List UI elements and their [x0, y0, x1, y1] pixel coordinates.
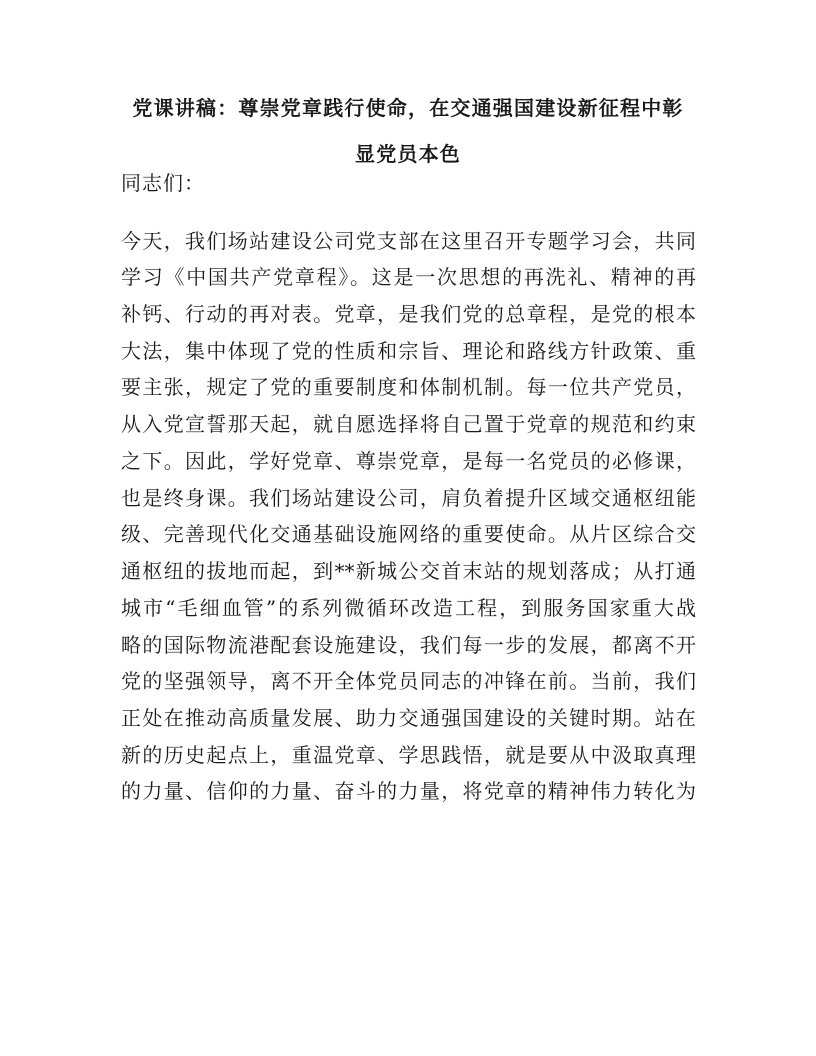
body-line: 城市“毛细血管”的系列微循环改造工程，到服务国家重大战 — [121, 596, 696, 620]
body-line: 要主张，规定了党的重要制度和体制机制。每一位共产党员， — [121, 375, 696, 399]
body-line: 大法，集中体现了党的性质和宗旨、理论和路线方针政策、重 — [121, 339, 696, 363]
body-line: 今天，我们场站建设公司党支部在这里召开专题学习会，共同 — [121, 229, 696, 253]
body-line: 新的历史起点上，重温党章、学思践悟，就是要从中汲取真理 — [121, 743, 696, 767]
body-line: 也是终身课。我们场站建设公司，肩负着提升区域交通枢纽能 — [121, 486, 696, 510]
body-line: 正处在推动高质量发展、助力交通强国建设的关键时期。站在 — [121, 706, 696, 730]
document-title-line-2: 显党员本色 — [355, 142, 461, 166]
body-line: 党的坚强领导，离不开全体党员同志的冲锋在前。当前，我们 — [121, 669, 696, 693]
body-line: 通枢纽的拔地而起，到**新城公交首末站的规划落成；从打通 — [121, 559, 696, 583]
body-line: 的力量、信仰的力量、奋斗的力量，将党章的精神伟力转化为 — [121, 779, 696, 803]
body-line: 之下。因此，学好党章、尊崇党章，是每一名党员的必修课， — [121, 449, 696, 473]
body-line: 略的国际物流港配套设施建设，我们每一步的发展，都离不开 — [121, 633, 696, 657]
salutation: 同志们： — [121, 171, 205, 195]
body-line: 学习《中国共产党章程》。这是一次思想的再洗礼、精神的再 — [121, 265, 696, 289]
body-line: 从入党宣誓那天起，就自愿选择将自己置于党章的规范和约束 — [121, 412, 696, 436]
body-line: 级、完善现代化交通基础设施网络的重要使命。从片区综合交 — [121, 522, 696, 546]
document-title-line-1: 党课讲稿：尊崇党章践行使命，在交通强国建设新征程中彰 — [132, 96, 684, 120]
body-line: 补钙、行动的再对表。党章，是我们党的总章程，是党的根本 — [121, 302, 696, 326]
